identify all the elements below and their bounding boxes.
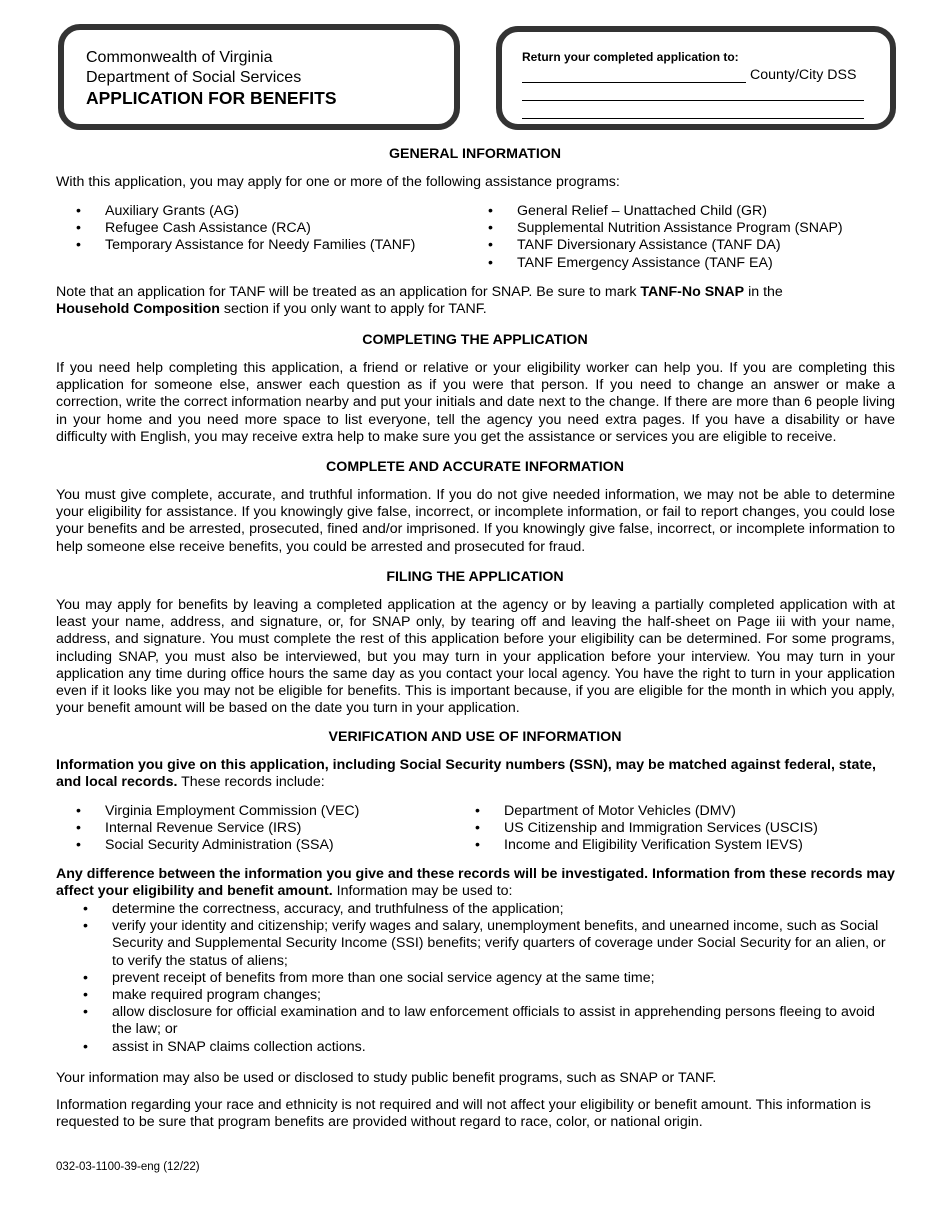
race-paragraph: Information regarding your race and ethnicity is not required and will not affect your eligibility or benefit amount. This information is requested to be sure that program benefits are provided without regard to race, color, or national origin.	[56, 1097, 871, 1131]
list-item: • Virginia Employment Commission (VEC)	[76, 803, 359, 820]
study-paragraph: Your information may also be used or disclosed to study public benefit programs, such as SNAP or TANF.	[56, 1070, 717, 1086]
note-text-2: in the	[744, 284, 783, 300]
return-address-line-1	[522, 83, 868, 101]
list-item: • verify your identity and citizenship; verify wages and salary, unemployment benefits, and unearned income, such as Social Security and Supplemental Security Income (SSI) benefits; verify quarters of coverage under Social Security for an alien, or to verify the status of aliens;	[83, 918, 895, 970]
list-item: • General Relief – Unattached Child (GR)	[488, 203, 843, 220]
records-list-right	[475, 803, 818, 855]
return-county-line	[522, 65, 868, 83]
accurate-heading: COMPLETE AND ACCURATE INFORMATION	[326, 459, 624, 475]
completing-text: If you need help completing this application, a friend or relative or your eligibility worker can help you. If you are completing this application for someone else, answer each question as if you were that person. If you need to change an answer or make a correction, write the correct information nearby and put your initials and date next to the change. If there are more than 6 people living in your home and you need more space to list everyone, tell the agency you need extra pages. If you have a disability or have difficulty with English, you may receive extra help to make sure you get the assistance or services you are eligible to receive.	[56, 360, 895, 445]
tanf-note	[56, 284, 895, 318]
return-address-line-2	[522, 101, 868, 119]
list-item: • make required program changes;	[83, 987, 895, 1004]
uses-list	[83, 901, 895, 1056]
completing-heading: COMPLETING THE APPLICATION	[362, 332, 588, 348]
list-item: • Department of Motor Vehicles (DMV)	[475, 803, 818, 820]
list-item: • allow disclosure for official examination and to law enforcement officials to assist in apprehending persons fleeing to avoid the law; or	[83, 1004, 895, 1038]
list-item: • Temporary Assistance for Needy Families (TANF)	[76, 237, 415, 254]
note-bold-household: Household Composition	[56, 301, 220, 318]
list-item: • determine the correctness, accuracy, and truthfulness of the application;	[83, 901, 895, 918]
note-bold-tanf-no-snap: TANF-No SNAP	[640, 284, 745, 300]
difference-paragraph	[56, 866, 895, 900]
difference-rest: Information may be used to:	[332, 883, 513, 900]
note-text-1: Note that an application for TANF will be treated as an application for SNAP. Be sure to mark	[56, 284, 641, 300]
verification-heading: VERIFICATION AND USE OF INFORMATION	[328, 729, 622, 745]
form-number: 032-03-1100-39-eng (12/22)	[56, 1161, 200, 1173]
list-item: • TANF Emergency Assistance (TANF EA)	[488, 255, 843, 272]
verification-intro	[56, 757, 895, 791]
county-dss-label: County/City DSS	[750, 67, 857, 83]
filing-text: You may apply for benefits by leaving a completed application at the agency or by leaving a partially completed application with at least your name, address, and signature, or, for SNAP only, by tearing off and leaving the half-sheet on Page iii with your name, address, and signature. You must complete the rest of this application before your eligibility can be determined. For some programs, including SNAP, you must also be interviewed, but you may turn in your application before your interview. You may turn in your application any time during office hours the same day as you contact your local agency. You have the right to turn in your application even if it looks like you may not be eligible for benefits. This is important because, if you are eligible for the month in which you apply, your benefit amount will be based on the date you turn in your application.	[56, 597, 895, 717]
agency-line-2: Department of Social Services	[86, 69, 302, 86]
agency-title-box	[58, 24, 460, 130]
general-info-intro: With this application, you may apply for one or more of the following assistance programs:	[56, 174, 620, 190]
list-item: • Auxiliary Grants (AG)	[76, 203, 415, 220]
note-text-3: section if you only want to apply for TANF.	[219, 301, 487, 318]
difference-bold: Any difference between the information you give and these records will be investigated. Information from these records may affect your eligibility and benefit amount.	[56, 866, 895, 900]
programs-list-left	[76, 203, 415, 255]
return-address-box	[496, 26, 896, 130]
agency-line-1: Commonwealth of Virginia	[86, 49, 273, 66]
form-title: APPLICATION FOR BENEFITS	[86, 88, 337, 108]
list-item: • assist in SNAP claims collection actions.	[83, 1039, 895, 1056]
records-list-left	[76, 803, 359, 855]
return-label: Return your completed application to:	[522, 50, 739, 64]
filing-heading: FILING THE APPLICATION	[386, 569, 564, 585]
list-item: • Social Security Administration (SSA)	[76, 837, 359, 854]
county-blank[interactable]	[522, 70, 746, 83]
verification-intro-rest: These records include:	[177, 774, 325, 791]
list-item: • Supplemental Nutrition Assistance Program (SNAP)	[488, 220, 843, 237]
address-blank-1[interactable]	[522, 88, 864, 101]
list-item: • TANF Diversionary Assistance (TANF DA)	[488, 237, 843, 254]
verification-intro-bold: Information you give on this application, including Social Security numbers (SSN), may be matched against federal, state, and local records.	[56, 757, 876, 791]
list-item: • prevent receipt of benefits from more than one social service agency at the same time;	[83, 970, 895, 987]
general-info-heading: GENERAL INFORMATION	[388, 146, 562, 162]
list-item: • Internal Revenue Service (IRS)	[76, 820, 359, 837]
accurate-text: You must give complete, accurate, and truthful information. If you do not give needed information, we may not be able to determine your eligibility for assistance. If you knowingly give false, incorrect, or incomplete information, or fail to report changes, you could lose your benefits and be arrested, prosecuted, fined and/or imprisoned. If you knowingly give false, incorrect, or incomplete information to help someone else receive benefits, you could be arrested and prosecuted for fraud.	[56, 487, 895, 555]
address-blank-2[interactable]	[522, 106, 864, 119]
list-item: • US Citizenship and Immigration Services (USCIS)	[475, 820, 818, 837]
programs-list-right	[488, 203, 843, 272]
list-item: • Refugee Cash Assistance (RCA)	[76, 220, 415, 237]
list-item: • Income and Eligibility Verification System IEVS)	[475, 837, 818, 854]
